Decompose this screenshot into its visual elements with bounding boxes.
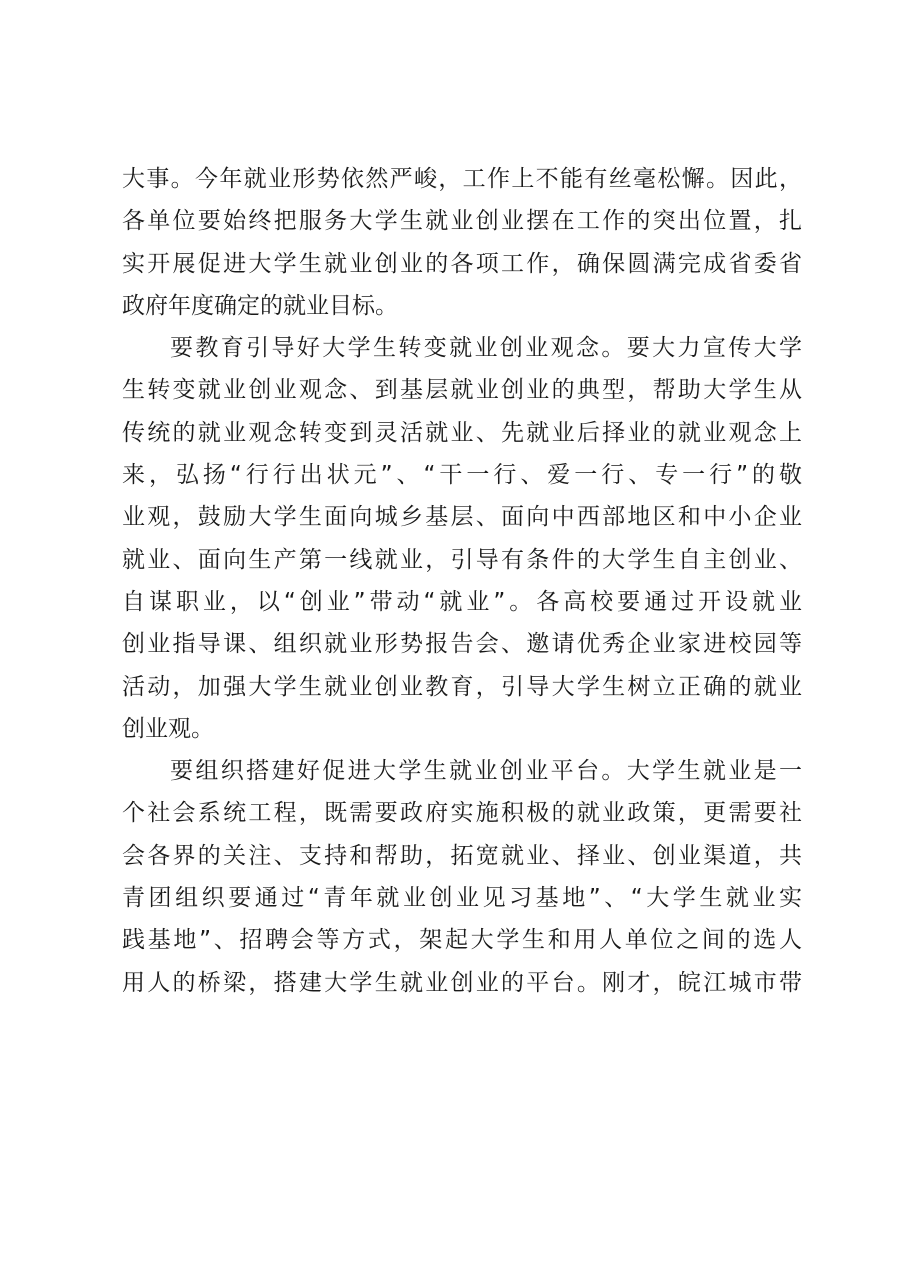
- text-line: 实开展促进大学生就业创业的各项工作，确保圆满完成省委省: [122, 250, 802, 277]
- text-line: 践基地”、招聘会等方式，架起大学生和用人单位之间的选人: [122, 927, 802, 954]
- paragraph-first-line: 要教育引导好大学生转变就业创业观念。要大力宣传大学: [170, 335, 802, 362]
- text-line: 会各界的关注、支持和帮助，拓宽就业、择业、创业渠道，共: [122, 842, 802, 869]
- text-line: 政府年度确定的就业目标。: [122, 292, 398, 319]
- paragraph-first-line: 要组织搭建好促进大学生就业创业平台。大学生就业是一: [170, 758, 802, 785]
- text-line: 各单位要始终把服务大学生就业创业摆在工作的突出位置，扎: [122, 208, 802, 235]
- text-line: 来，弘扬“行行出状元”、“干一行、爱一行、专一行”的敬: [122, 462, 802, 489]
- text-line: 自谋职业，以“创业”带动“就业”。各高校要通过开设就业: [122, 588, 802, 615]
- text-line: 青团组织要通过“青年就业创业见习基地”、“大学生就业实: [122, 885, 802, 912]
- document-body: [122, 158, 802, 1004]
- text-line: 就业、面向生产第一线就业，引导有条件的大学生自主创业、: [122, 546, 802, 573]
- text-line: 用人的桥梁，搭建大学生就业创业的平台。刚才，皖江城市带: [122, 969, 802, 996]
- text-line: 传统的就业观念转变到灵活就业、先就业后择业的就业观念上: [122, 419, 802, 446]
- text-line: 创业指导课、组织就业形势报告会、邀请优秀企业家进校园等: [122, 631, 802, 658]
- text-line: 活动，加强大学生就业创业教育，引导大学生树立正确的就业: [122, 673, 802, 700]
- text-line: 大事。今年就业形势依然严峻，工作上不能有丝毫松懈。因此，: [122, 166, 802, 192]
- text-line: 生转变就业创业观念、到基层就业创业的典型，帮助大学生从: [122, 377, 802, 404]
- text-line: 个社会系统工程，既需要政府实施积极的就业政策，更需要社: [122, 800, 802, 827]
- text-line: 创业观。: [122, 715, 214, 742]
- text-line: 业观，鼓励大学生面向城乡基层、面向中西部地区和中小企业: [122, 504, 802, 531]
